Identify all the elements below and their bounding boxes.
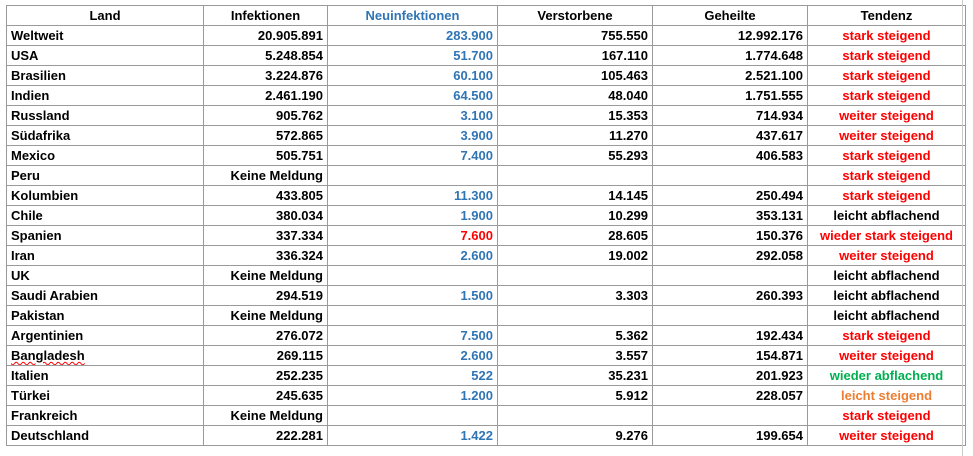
spellcheck-marked-text: Bangladesh (11, 348, 85, 363)
cell-geheilte (653, 406, 808, 426)
cell-land: Brasilien (7, 66, 204, 86)
table-row (7, 346, 966, 366)
cell-geheilte: 292.058 (653, 246, 808, 266)
cell-land: Weltweit (7, 26, 204, 46)
cell-verstorbene: 167.110 (498, 46, 653, 66)
cell-infektionen: Keine Meldung (204, 166, 328, 186)
cell-infektionen: 433.805 (204, 186, 328, 206)
cell-tendenz: weiter steigend (808, 346, 966, 366)
cell-tendenz: weiter steigend (808, 246, 966, 266)
cell-tendenz: stark steigend (808, 86, 966, 106)
cell-neuinfektionen: 1.500 (328, 286, 498, 306)
header-row (7, 6, 966, 26)
cell-tendenz: wieder abflachend (808, 366, 966, 386)
cell-tendenz: stark steigend (808, 66, 966, 86)
cell-geheilte: 192.434 (653, 326, 808, 346)
cell-verstorbene (498, 166, 653, 186)
cell-land: Argentinien (7, 326, 204, 346)
header-infektionen: Infektionen (204, 6, 328, 26)
header-land: Land (7, 6, 204, 26)
cell-neuinfektionen: 7.500 (328, 326, 498, 346)
cell-geheilte: 1.751.555 (653, 86, 808, 106)
cell-land: UK (7, 266, 204, 286)
table-row (7, 106, 966, 126)
table-body (7, 26, 966, 446)
cell-land: Iran (7, 246, 204, 266)
table-row (7, 246, 966, 266)
cell-land: Mexico (7, 146, 204, 166)
cell-tendenz: weiter steigend (808, 426, 966, 446)
cell-infektionen: 252.235 (204, 366, 328, 386)
cell-land: Türkei (7, 386, 204, 406)
cell-geheilte: 1.774.648 (653, 46, 808, 66)
cell-neuinfektionen: 2.600 (328, 246, 498, 266)
cell-tendenz: stark steigend (808, 26, 966, 46)
cell-infektionen: 276.072 (204, 326, 328, 346)
header-tendenz: Tendenz (808, 6, 966, 26)
cell-neuinfektionen: 7.600 (328, 226, 498, 246)
cell-infektionen: 3.224.876 (204, 66, 328, 86)
header-geheilte: Geheilte (653, 6, 808, 26)
header-neuinfektionen: Neuinfektionen (328, 6, 498, 26)
cell-geheilte: 714.934 (653, 106, 808, 126)
cell-infektionen: 505.751 (204, 146, 328, 166)
cell-land: Peru (7, 166, 204, 186)
cell-land: Kolumbien (7, 186, 204, 206)
cell-land: Russland (7, 106, 204, 126)
cell-verstorbene: 35.231 (498, 366, 653, 386)
cell-tendenz: stark steigend (808, 46, 966, 66)
cell-neuinfektionen (328, 306, 498, 326)
cell-infektionen: Keine Meldung (204, 266, 328, 286)
cell-geheilte: 250.494 (653, 186, 808, 206)
cell-geheilte (653, 166, 808, 186)
cell-tendenz: weiter steigend (808, 126, 966, 146)
cell-geheilte (653, 306, 808, 326)
cell-tendenz: leicht abflachend (808, 306, 966, 326)
cell-tendenz: leicht abflachend (808, 286, 966, 306)
cell-land: Spanien (7, 226, 204, 246)
table-row (7, 186, 966, 206)
cell-neuinfektionen: 51.700 (328, 46, 498, 66)
cell-infektionen: 222.281 (204, 426, 328, 446)
cell-verstorbene (498, 406, 653, 426)
table-row (7, 66, 966, 86)
cell-infektionen: 5.248.854 (204, 46, 328, 66)
cell-land: Pakistan (7, 306, 204, 326)
cell-land (7, 346, 204, 366)
cell-verstorbene: 5.362 (498, 326, 653, 346)
header-verstorbene: Verstorbene (498, 6, 653, 26)
cell-verstorbene: 3.303 (498, 286, 653, 306)
cell-verstorbene: 55.293 (498, 146, 653, 166)
table-row (7, 426, 966, 446)
table-row (7, 226, 966, 246)
table-row (7, 326, 966, 346)
cell-infektionen: 2.461.190 (204, 86, 328, 106)
cell-land: Saudi Arabien (7, 286, 204, 306)
table-row (7, 406, 966, 426)
cell-land: Italien (7, 366, 204, 386)
cell-neuinfektionen: 60.100 (328, 66, 498, 86)
cell-geheilte (653, 266, 808, 286)
cell-land: Deutschland (7, 426, 204, 446)
cell-neuinfektionen (328, 166, 498, 186)
cell-geheilte: 150.376 (653, 226, 808, 246)
table-row (7, 306, 966, 326)
cell-land: Indien (7, 86, 204, 106)
cell-geheilte: 260.393 (653, 286, 808, 306)
cell-land: Frankreich (7, 406, 204, 426)
cell-tendenz: stark steigend (808, 166, 966, 186)
cell-verstorbene: 9.276 (498, 426, 653, 446)
table-row (7, 26, 966, 46)
cell-geheilte: 228.057 (653, 386, 808, 406)
covid-statistics-table (6, 5, 966, 446)
cell-geheilte: 353.131 (653, 206, 808, 226)
cell-neuinfektionen: 3.100 (328, 106, 498, 126)
cell-geheilte: 2.521.100 (653, 66, 808, 86)
cell-neuinfektionen: 2.600 (328, 346, 498, 366)
cell-tendenz: weiter steigend (808, 106, 966, 126)
cell-infektionen: 337.334 (204, 226, 328, 246)
cell-geheilte: 12.992.176 (653, 26, 808, 46)
cell-verstorbene: 28.605 (498, 226, 653, 246)
table-row (7, 366, 966, 386)
cell-tendenz: leicht abflachend (808, 206, 966, 226)
cell-neuinfektionen: 11.300 (328, 186, 498, 206)
cell-infektionen: 380.034 (204, 206, 328, 226)
cell-tendenz: leicht steigend (808, 386, 966, 406)
cell-verstorbene (498, 266, 653, 286)
cell-verstorbene: 105.463 (498, 66, 653, 86)
table-row (7, 126, 966, 146)
cell-verstorbene: 755.550 (498, 26, 653, 46)
cell-tendenz: stark steigend (808, 186, 966, 206)
cell-verstorbene: 19.002 (498, 246, 653, 266)
cell-geheilte: 154.871 (653, 346, 808, 366)
cell-neuinfektionen: 3.900 (328, 126, 498, 146)
table-row (7, 146, 966, 166)
table-row (7, 286, 966, 306)
cell-tendenz: stark steigend (808, 146, 966, 166)
cell-tendenz: stark steigend (808, 406, 966, 426)
cell-neuinfektionen: 522 (328, 366, 498, 386)
cell-land: Chile (7, 206, 204, 226)
cell-neuinfektionen: 1.900 (328, 206, 498, 226)
cell-geheilte: 201.923 (653, 366, 808, 386)
cell-infektionen: 572.865 (204, 126, 328, 146)
cell-infektionen: 269.115 (204, 346, 328, 366)
cell-verstorbene: 48.040 (498, 86, 653, 106)
cell-tendenz: wieder stark steigend (808, 226, 966, 246)
table-row (7, 206, 966, 226)
cell-verstorbene (498, 306, 653, 326)
cell-geheilte: 437.617 (653, 126, 808, 146)
table-row (7, 46, 966, 66)
cell-verstorbene: 15.353 (498, 106, 653, 126)
table-row (7, 166, 966, 186)
cell-tendenz: leicht abflachend (808, 266, 966, 286)
cell-neuinfektionen (328, 266, 498, 286)
cell-geheilte: 199.654 (653, 426, 808, 446)
cell-geheilte: 406.583 (653, 146, 808, 166)
cell-neuinfektionen: 283.900 (328, 26, 498, 46)
cell-verstorbene: 3.557 (498, 346, 653, 366)
table-row (7, 266, 966, 286)
cell-infektionen: Keine Meldung (204, 406, 328, 426)
cell-infektionen: 294.519 (204, 286, 328, 306)
cell-infektionen: Keine Meldung (204, 306, 328, 326)
cell-verstorbene: 5.912 (498, 386, 653, 406)
cell-infektionen: 20.905.891 (204, 26, 328, 46)
cell-neuinfektionen: 1.200 (328, 386, 498, 406)
cell-land: USA (7, 46, 204, 66)
cell-infektionen: 905.762 (204, 106, 328, 126)
cell-land: Südafrika (7, 126, 204, 146)
page-edge-divider (962, 0, 963, 456)
cell-infektionen: 245.635 (204, 386, 328, 406)
cell-neuinfektionen (328, 406, 498, 426)
cell-verstorbene: 11.270 (498, 126, 653, 146)
table-row (7, 86, 966, 106)
cell-neuinfektionen: 64.500 (328, 86, 498, 106)
cell-neuinfektionen: 1.422 (328, 426, 498, 446)
cell-tendenz: stark steigend (808, 326, 966, 346)
cell-verstorbene: 10.299 (498, 206, 653, 226)
cell-verstorbene: 14.145 (498, 186, 653, 206)
table-row (7, 386, 966, 406)
cell-infektionen: 336.324 (204, 246, 328, 266)
cell-neuinfektionen: 7.400 (328, 146, 498, 166)
